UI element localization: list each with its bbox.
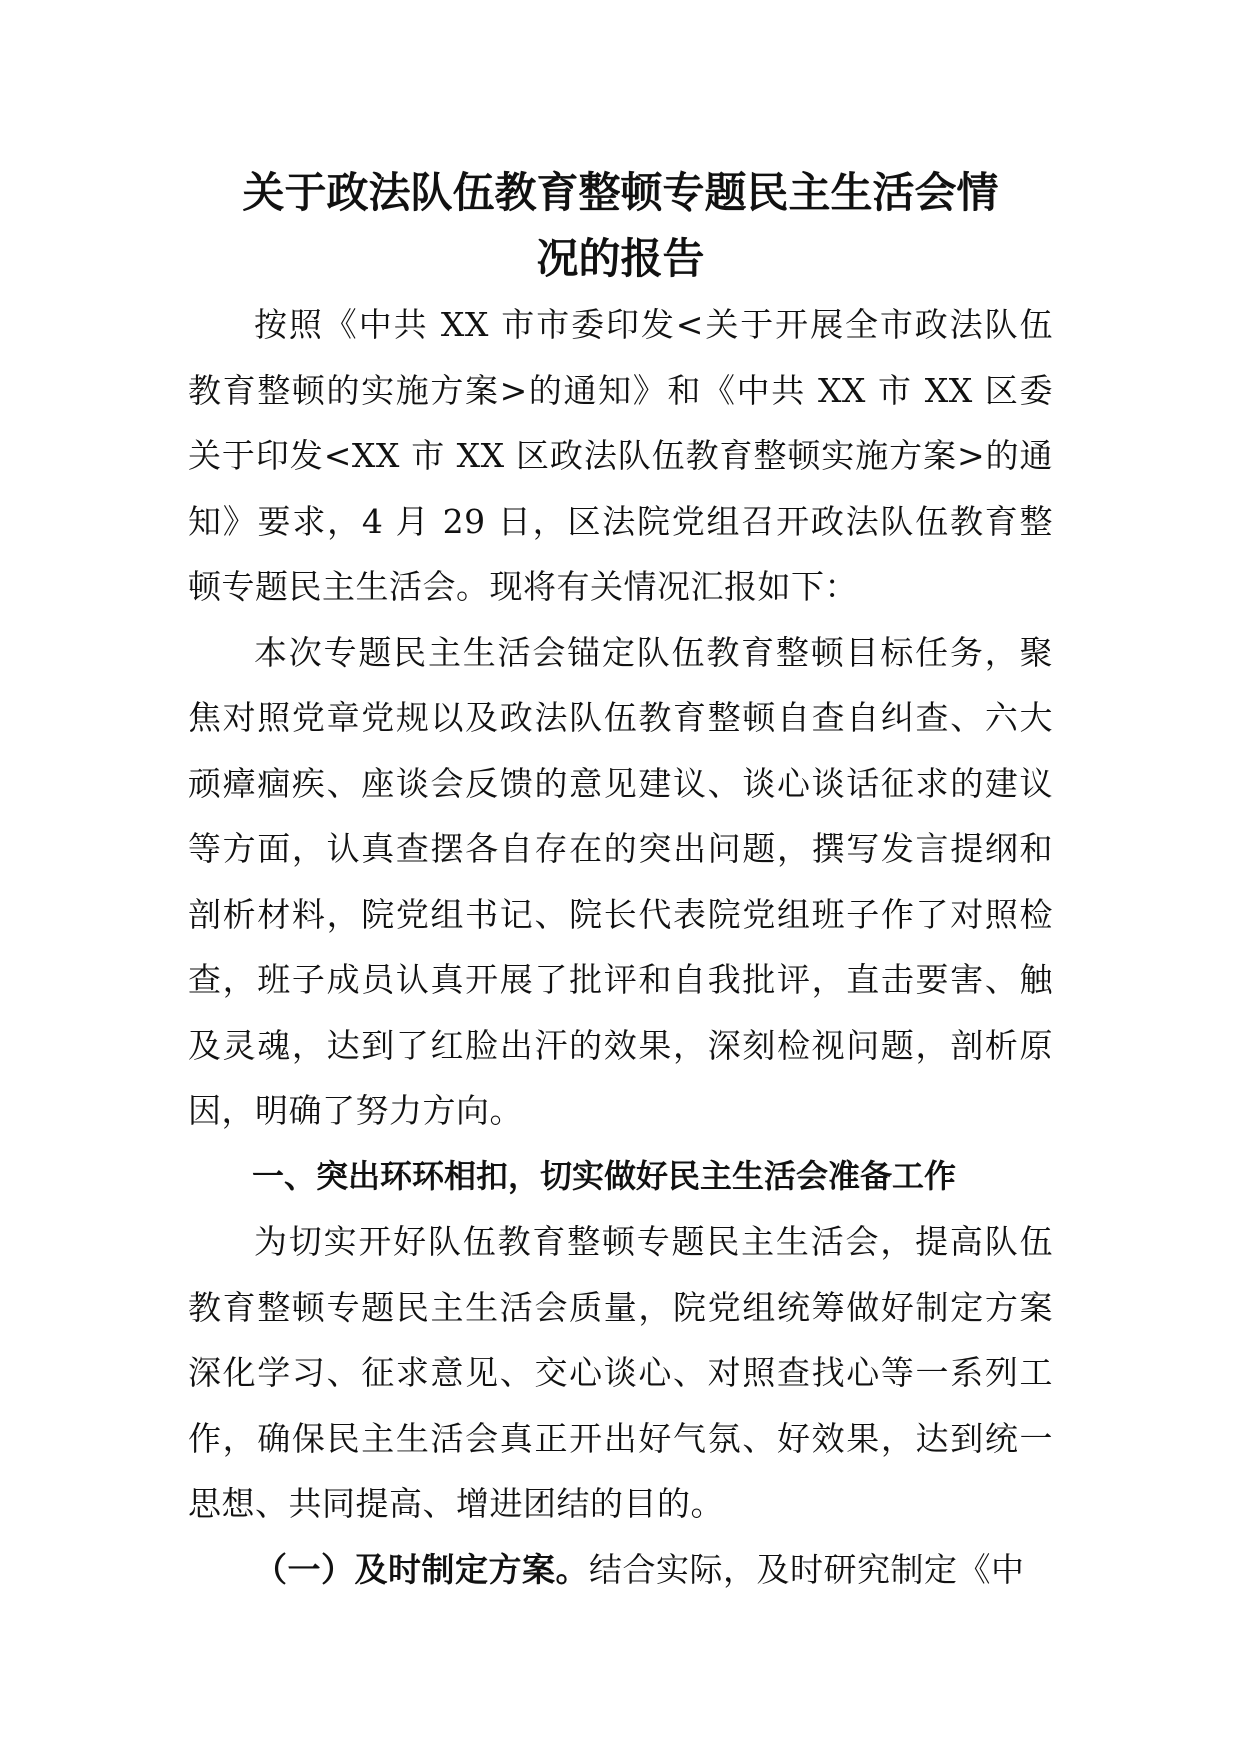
document-title [188,160,1053,292]
paragraph-preparation: 为切实开好队伍教育整顿专题民主生活会，提高队伍教育整顿专题民主生活会质量，院党组统筹做好制定方案深化学习、征求意见、交心谈心、对照查找心等一系列工作，确保民主生活会真正开出好气氛、好效果，达到统一思想、共同提高、增进团结的目的。 [188,1222,1053,1523]
paragraph-intro: 按照《中共 XX 市市委印发<关于开展全市政法队伍教育整顿的实施方案>的通知》和《中共 XX 市 XX 区委关于印发<XX 市 XX 区政法队伍教育整顿实施方案>的通知》要求，4 月 29 日，区法院党组召开政法队伍教育整顿专题民主生活会。现将有关情况汇报如下： [188,305,1053,606]
title-line-1: 关于政法队伍教育整顿专题民主生活会情 [242,168,999,217]
paragraph-summary: 本次专题民主生活会锚定队伍教育整顿目标任务，聚焦对照党章党规以及政法队伍教育整顿自查自纠查、六大顽瘴痼疾、座谈会反馈的意见建议、谈心谈话征求的建议等方面，认真查摆各自存在的突出问题，撰写发言提纲和剖析材料，院党组书记、院长代表院党组班子作了对照检查，班子成员认真开展了批评和自我批评，直击要害、触及灵魂，达到了红脸出汗的效果，深刻检视问题，剖析原因，明确了努力方向。 [188,632,1053,1130]
subsection-1-text: 结合实际，及时研究制定《中 [589,1549,1025,1589]
section-heading-1: 一、突出环环相扣，切实做好民主生活会准备工作 [252,1156,957,1195]
subsection-1-label: （一）及时制定方案。 [254,1549,589,1589]
title-line-2: 况的报告 [536,234,705,283]
document-body [188,160,1053,1602]
subsection-1 [188,1537,1053,1603]
